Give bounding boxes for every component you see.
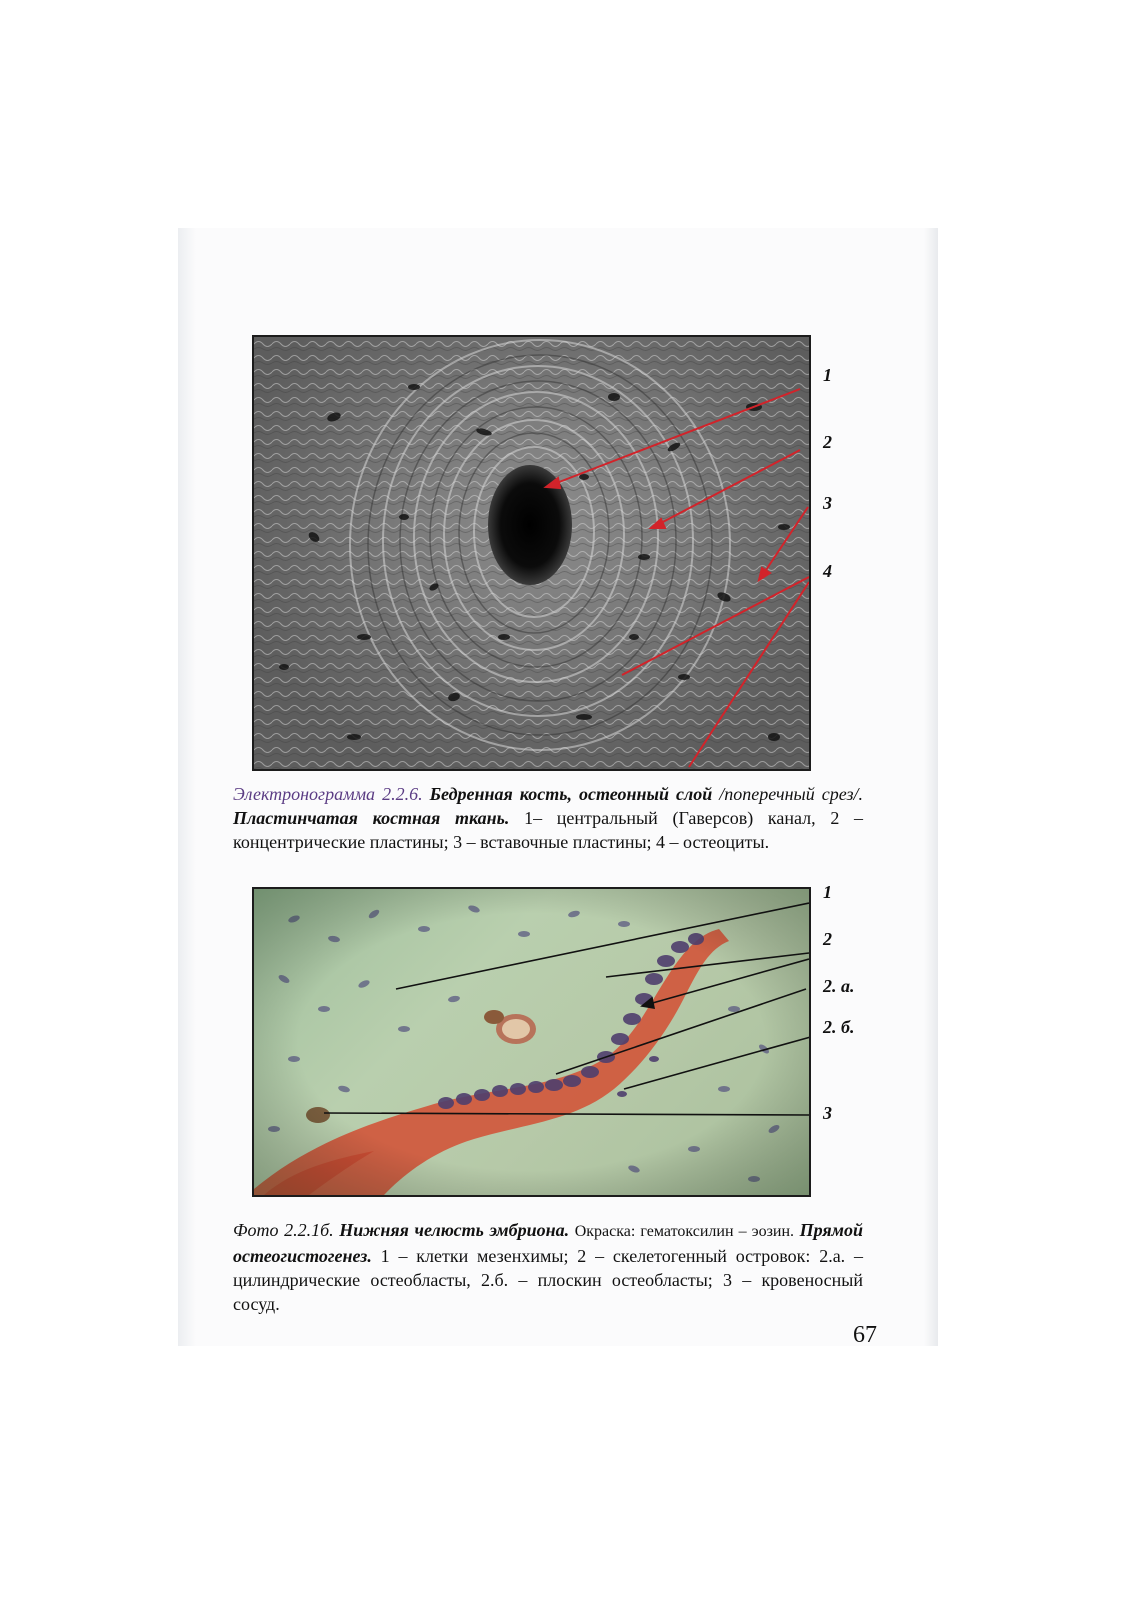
figure2-label-2b: 2. б. [823,1017,855,1037]
figure2-caption-process: Прямой остеогистогенез. [233,1220,864,1266]
figure2-caption-label: Фото 2.2.1б. [233,1220,334,1240]
figure1-label-3: 3 [823,493,832,513]
page-number: 67 [853,1322,877,1348]
figure2-caption-legend: 1 – клетки мезенхимы; 2 – скелетогенный островок: 2.а. – цилиндрические остеобласты, 2.б. – плоскин остеобласты; 3 – кровеносный сосуд. [233,1246,863,1314]
figure2-caption-stain: Окраска: гематоксилин – эозин. [574,1223,795,1240]
scan-shadow-right [924,228,938,1346]
figure1-label-4: 4 [823,561,832,581]
figure1-caption-tissue: Пластинчатая костная ткань. [233,808,510,828]
electron-micrograph-figure [252,335,811,771]
micrograph-texture [254,337,809,769]
figure2-label-2: 2 [823,929,832,949]
figure1-label-2: 2 [823,432,832,452]
figure2-label-3: 3 [823,1103,832,1123]
figure2-label-1: 1 [823,882,832,902]
figure1-label-1: 1 [823,365,832,385]
figure1-caption-label: Электронограмма 2.2.6. [233,784,423,804]
figure1-caption-section: /поперечный срез/. [719,784,864,804]
histology-texture [254,889,809,1195]
figure1-caption-title: Бедренная кость, остеонный слой [429,784,713,804]
figure1-caption [233,782,863,854]
figure2-label-2a: 2. а. [823,976,855,996]
figure1-caption-legend: 1– центральный (Гаверсов) канал, 2 – концентрические пластины; 3 – вставочные пластины; 4 – остеоциты. [233,808,863,852]
histology-photo-figure [252,887,811,1197]
figure2-caption-title: Нижняя челюсть эмбриона. [339,1220,570,1240]
figure2-caption [233,1218,863,1316]
scan-shadow-left [178,228,196,1346]
